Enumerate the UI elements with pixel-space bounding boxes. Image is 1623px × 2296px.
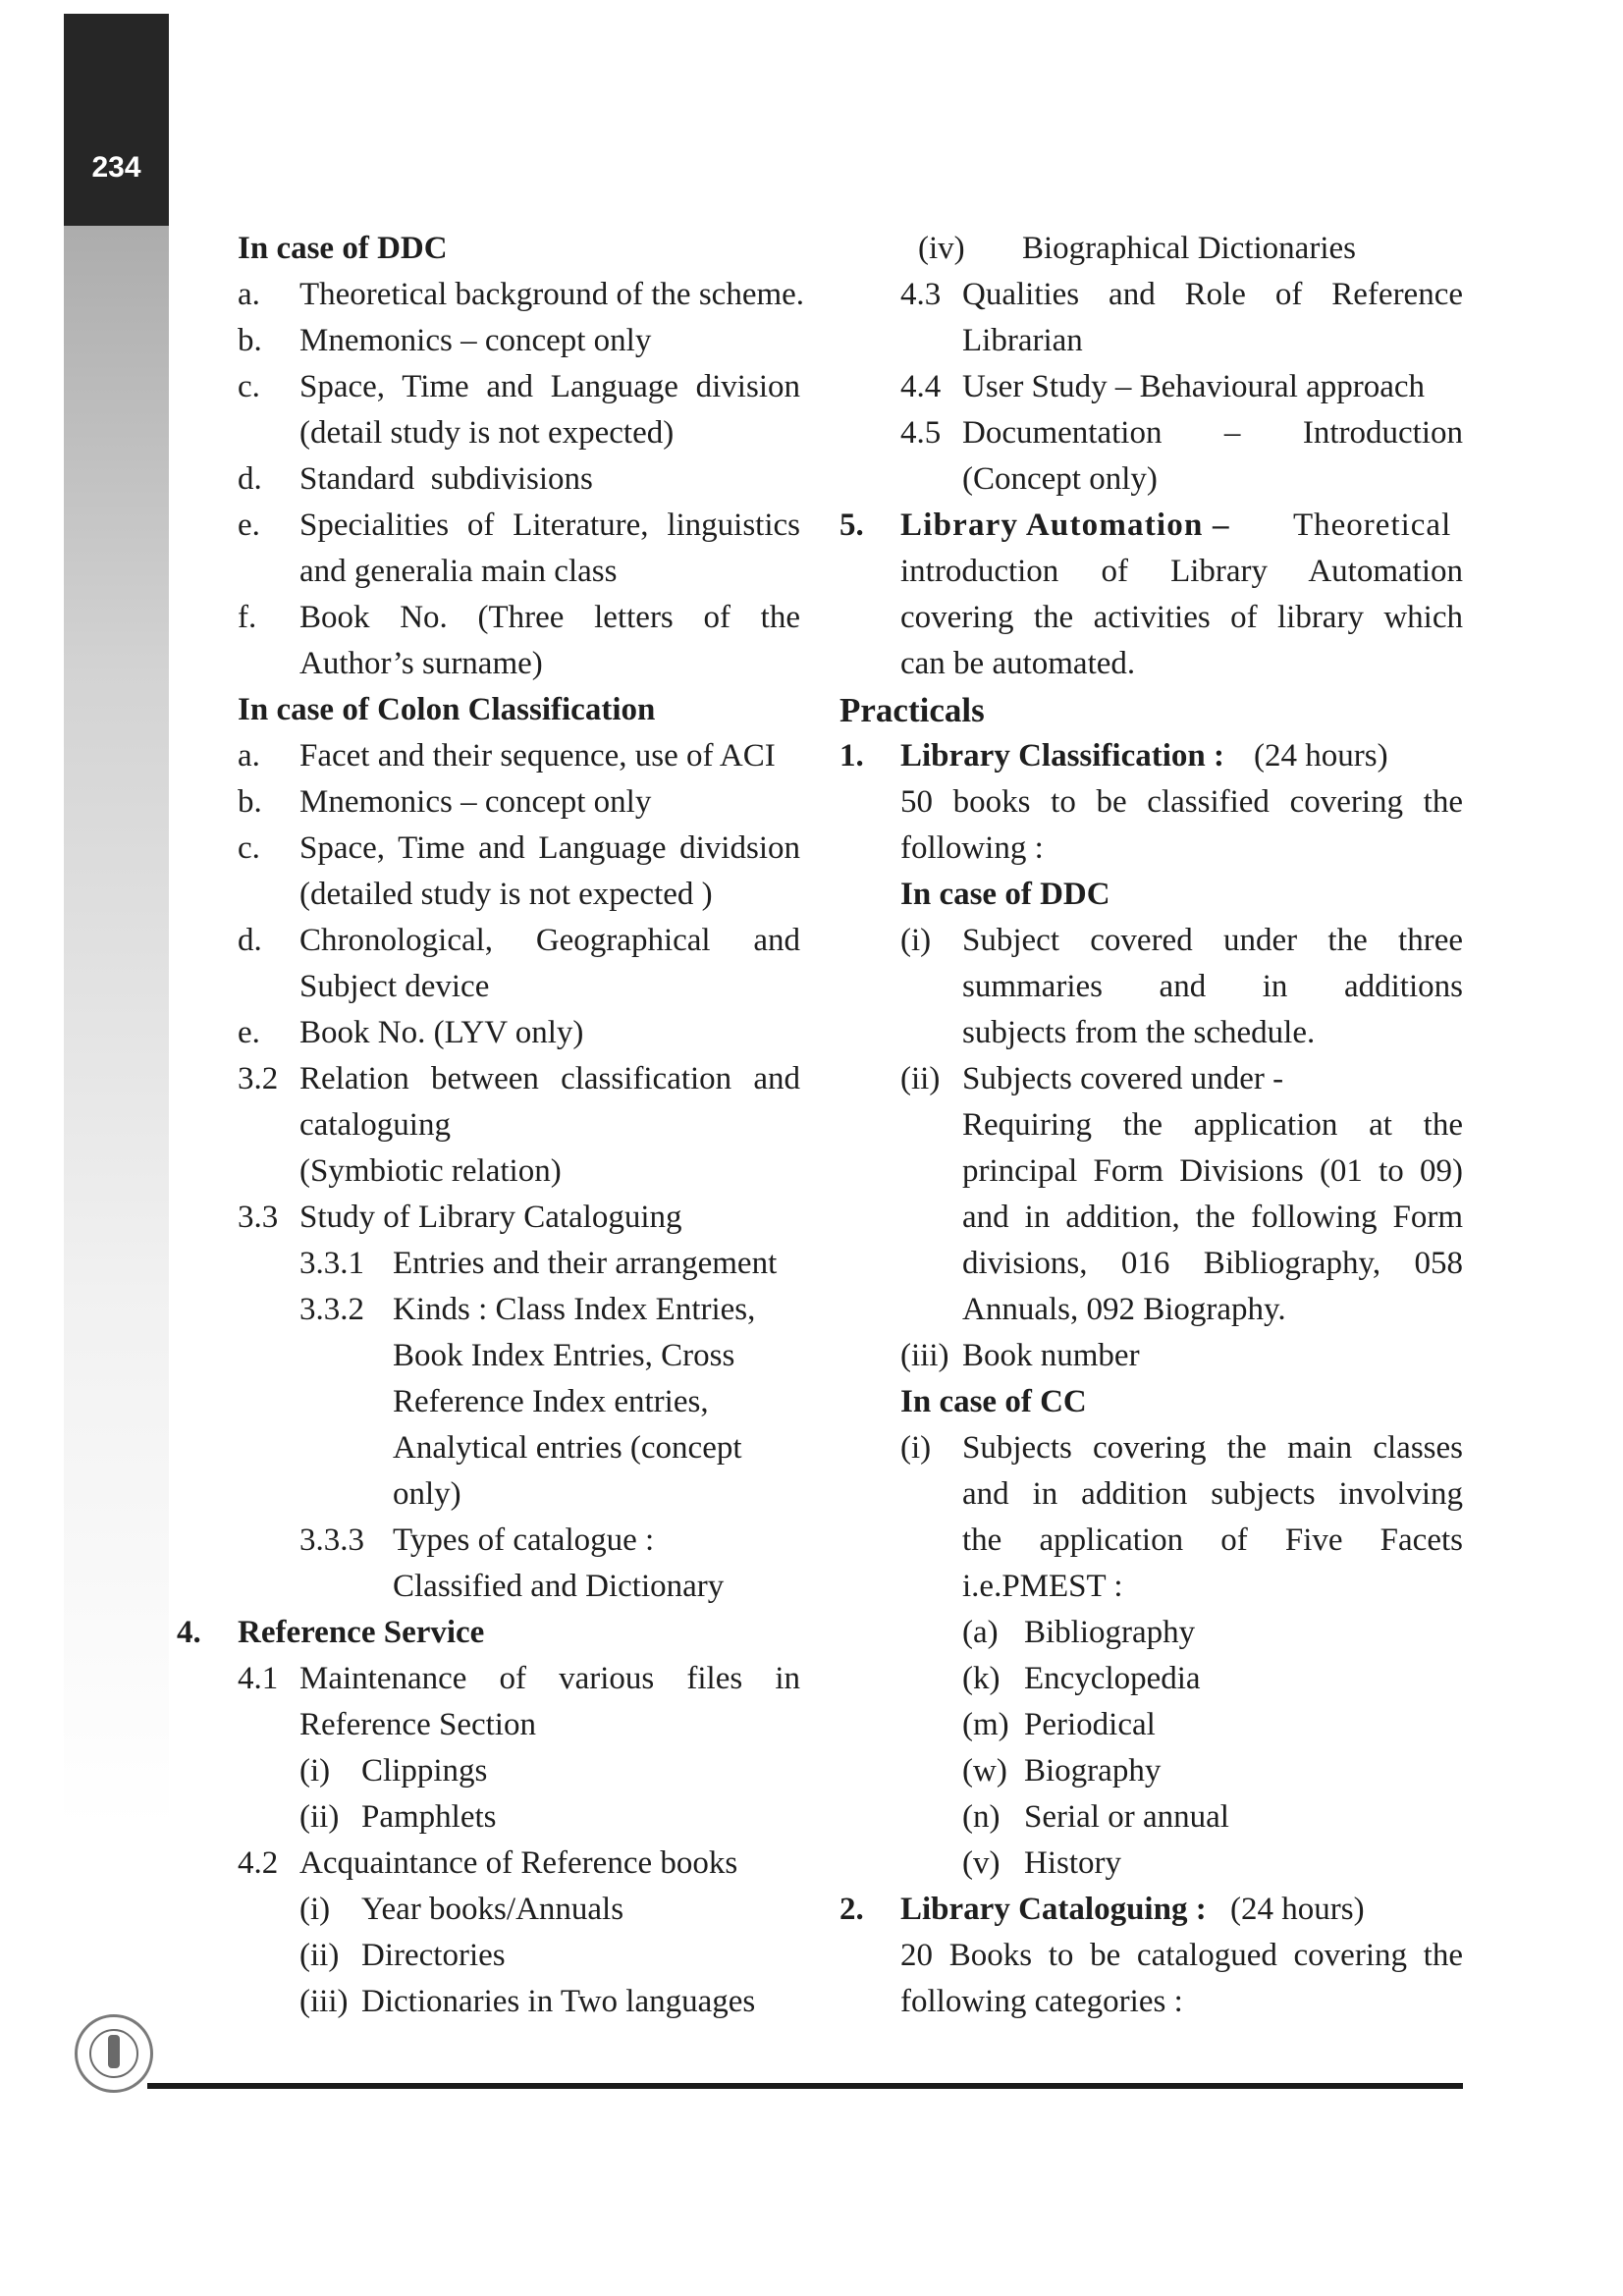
section-text: Acquaintance of Reference books (299, 1845, 738, 1881)
section-text: Documentation – Introduction (962, 415, 1463, 451)
section-text: Book Index Entries, Cross (393, 1338, 735, 1373)
section-number: 4.3 (900, 277, 942, 312)
section-text: Librarian (962, 323, 1083, 358)
list-item-text: and in addition subjects involving (962, 1476, 1463, 1512)
list-label: (v) (962, 1845, 1001, 1881)
list-item-text: Space, Time and Language dividsion (299, 830, 800, 866)
section-text: Theoretical (1293, 507, 1452, 543)
list-label: (n) (962, 1799, 1001, 1835)
list-item-text: Directories (361, 1938, 506, 1973)
section-text: 20 Books to be catalogued covering the (900, 1938, 1463, 1973)
page-number: 234 (91, 151, 141, 184)
list-item-text: Subject covered under the three (962, 923, 1463, 958)
list-item-text: Biography (1024, 1753, 1162, 1789)
section-text: Analytical entries (concept (393, 1430, 742, 1466)
list-label: (i) (900, 1430, 932, 1466)
list-item-text: and in addition, the following Form (962, 1200, 1463, 1235)
list-item-text: Mnemonics – concept only (299, 784, 652, 820)
list-label: a. (238, 277, 260, 312)
section-text: Reference Section (299, 1707, 536, 1742)
list-item-text: (detail study is not expected) (299, 415, 675, 451)
list-item-text: Clippings (361, 1753, 488, 1789)
list-item-text: principal Form Divisions (01 to 09) (962, 1153, 1463, 1189)
section-text: Reference Index entries, (393, 1384, 709, 1419)
footer-rule (147, 2083, 1463, 2089)
list-item-text: Subjects covering the main classes (962, 1430, 1463, 1466)
section-title: Library Classification : (900, 738, 1224, 774)
list-label: e. (238, 1015, 260, 1050)
list-item-text: Dictionaries in Two languages (361, 1984, 756, 2019)
list-label: (a) (962, 1615, 999, 1650)
list-item-text: and generalia main class (299, 554, 618, 589)
publisher-emblem-icon (75, 2014, 153, 2093)
section-title: Library Cataloguing : (900, 1892, 1207, 1927)
section-text: User Study – Behavioural approach (962, 369, 1426, 404)
list-item-text: Specialities of Literature, linguistics (299, 507, 800, 543)
list-label: (w) (962, 1753, 1007, 1789)
list-item-text: Annuals, 092 Biography. (962, 1292, 1286, 1327)
list-item-text: Periodical (1024, 1707, 1156, 1742)
list-label: b. (238, 784, 262, 820)
section-text: introduction of Library Automation (900, 554, 1463, 589)
list-label: e. (238, 507, 260, 543)
practical-cc-heading: In case of CC (900, 1384, 1087, 1419)
list-item-text: Year books/Annuals (361, 1892, 624, 1927)
section-number: 4. (177, 1615, 201, 1650)
section-text: only) (393, 1476, 461, 1512)
section-text: Types of catalogue : (393, 1522, 655, 1558)
list-item-text: Biographical Dictionaries (1022, 231, 1356, 266)
section-text: (Symbiotic relation) (299, 1153, 562, 1189)
section-text: can be automated. (900, 646, 1136, 681)
list-item-text: Theoretical background of the scheme. (299, 277, 805, 312)
list-item-text: Book No. (LYV only) (299, 1015, 584, 1050)
list-item-text: Subject device (299, 969, 490, 1004)
section-number: 3.3.3 (299, 1522, 364, 1558)
section-text: Entries and their arrangement (393, 1246, 778, 1281)
list-item-text: Facet and their sequence, use of ACI (299, 738, 776, 774)
page-number-box (64, 14, 169, 226)
list-label: f. (238, 600, 257, 635)
list-item-text: Encyclopedia (1024, 1661, 1201, 1696)
section-text: following categories : (900, 1984, 1183, 2019)
ddc-heading: In case of DDC (238, 231, 448, 266)
list-label: (i) (299, 1753, 331, 1789)
side-margin-band (64, 14, 169, 2075)
section-title: Library Automation – (900, 507, 1230, 543)
section-number: 4.1 (238, 1661, 279, 1696)
section-text: Qualities and Role of Reference (962, 277, 1463, 312)
list-label: c. (238, 369, 260, 404)
list-item-text: Requiring the application at the (962, 1107, 1463, 1143)
list-item-text: Mnemonics – concept only (299, 323, 652, 358)
section-text: Relation between classification and (299, 1061, 800, 1096)
list-label: (m) (962, 1707, 1009, 1742)
list-item-text: Pamphlets (361, 1799, 497, 1835)
section-number: 1. (839, 738, 864, 774)
list-item-text: Author’s surname) (299, 646, 543, 681)
list-item-text: (detailed study is not expected ) (299, 877, 713, 912)
colon-classification-heading: In case of Colon Classification (238, 692, 656, 727)
section-number: 4.4 (900, 369, 942, 404)
duration: (24 hours) (1230, 1892, 1365, 1927)
practicals-heading: Practicals (839, 691, 985, 729)
list-label: d. (238, 461, 262, 497)
section-text: Maintenance of various files in (299, 1661, 800, 1696)
list-label: (iii) (299, 1984, 349, 2019)
list-label: c. (238, 830, 260, 866)
section-number: 3.3.1 (299, 1246, 364, 1281)
list-item-text: Chronological, Geographical and (299, 923, 800, 958)
section-number: 4.2 (238, 1845, 279, 1881)
practical-ddc-heading: In case of DDC (900, 877, 1110, 912)
list-item-text: Subjects covered under - (962, 1061, 1284, 1096)
list-label: (iii) (900, 1338, 949, 1373)
list-item-text: Standard subdivisions (299, 461, 593, 497)
section-text: Study of Library Cataloguing (299, 1200, 682, 1235)
list-label: d. (238, 923, 262, 958)
section-text: (Concept only) (962, 461, 1158, 497)
list-label: a. (238, 738, 260, 774)
section-number: 3.3 (238, 1200, 279, 1235)
duration: (24 hours) (1254, 738, 1388, 774)
list-label: (ii) (900, 1061, 941, 1096)
list-item-text: the application of Five Facets (962, 1522, 1463, 1558)
section-title: Reference Service (238, 1615, 485, 1650)
list-item-text: Serial or annual (1024, 1799, 1229, 1835)
list-item-text: Bibliography (1024, 1615, 1196, 1650)
list-item-text: summaries and in additions (962, 969, 1463, 1004)
section-text: Kinds : Class Index Entries, (393, 1292, 756, 1327)
section-text: cataloguing (299, 1107, 451, 1143)
section-text: Classified and Dictionary (393, 1569, 725, 1604)
list-item-text: i.e.PMEST : (962, 1569, 1123, 1604)
section-number: 3.2 (238, 1061, 279, 1096)
list-label: (ii) (299, 1938, 340, 1973)
list-label: (i) (900, 923, 932, 958)
section-text: following : (900, 830, 1044, 866)
list-label: (ii) (299, 1799, 340, 1835)
list-label: (i) (299, 1892, 331, 1927)
section-text: covering the activities of library which (900, 600, 1463, 635)
section-number: 4.5 (900, 415, 942, 451)
list-label: (iv) (918, 231, 965, 266)
list-item-text: History (1024, 1845, 1121, 1881)
list-label: (k) (962, 1661, 1001, 1696)
list-label: b. (238, 323, 262, 358)
section-number: 2. (839, 1892, 864, 1927)
list-item-text: Book No. (Three letters of the (299, 600, 800, 635)
list-item-text: Book number (962, 1338, 1140, 1373)
section-number: 3.3.2 (299, 1292, 364, 1327)
list-item-text: divisions, 016 Bibliography, 058 (962, 1246, 1463, 1281)
list-item-text: Space, Time and Language division (299, 369, 800, 404)
list-item-text: subjects from the schedule. (962, 1015, 1316, 1050)
section-number: 5. (839, 507, 864, 543)
section-text: 50 books to be classified covering the (900, 784, 1463, 820)
